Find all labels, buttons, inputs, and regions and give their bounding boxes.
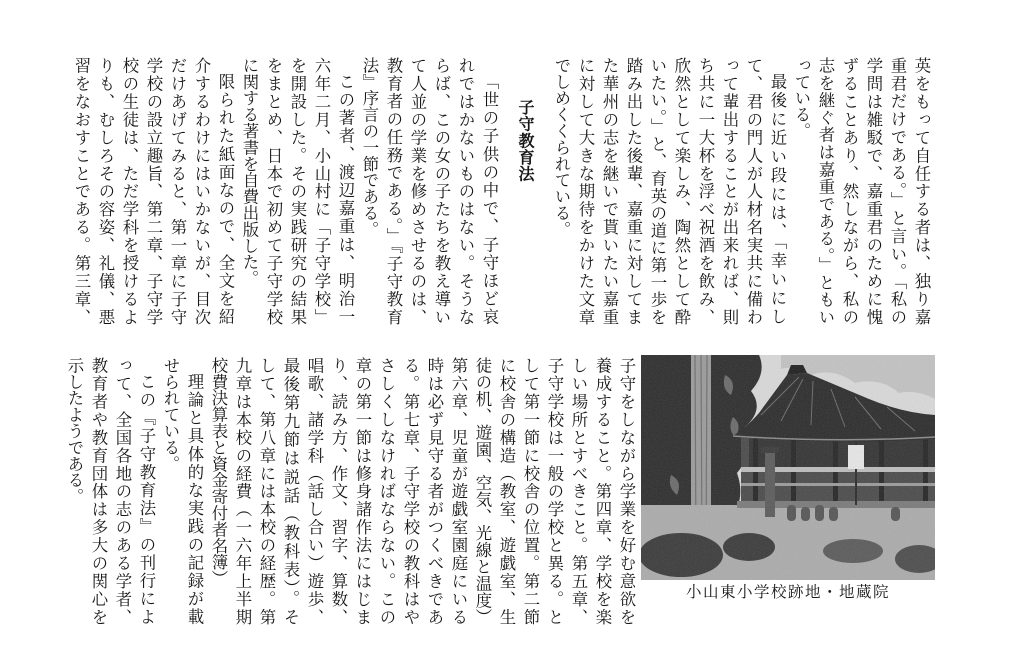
text-column: しい場所とすべきこと。第五章、 — [569, 357, 588, 625]
text-column: 法』序言の一節である。 — [360, 57, 379, 238]
text-column: 養成すること。第四章、学校を楽 — [593, 357, 612, 625]
text-column: 欣然として楽しみ、陶然として酔 — [672, 57, 691, 325]
text-column: 最後に近い段には、「幸いにし — [768, 73, 787, 325]
text-column: 志を継ぐ者は嘉重である。」ともい — [816, 57, 835, 325]
text-column: た華州の志を継いで貰いたい嘉重 — [600, 57, 619, 325]
text-column: でしめくくられている。 — [552, 57, 571, 238]
text-column: さしくしなければならない。この — [377, 357, 396, 625]
text-column: 教育者の任務である。」『子守教育 — [384, 57, 403, 325]
text-column: いたい。」と、育英の道に第一歩を — [648, 57, 667, 325]
text-column: 限られた紙面なので、全文を紹 — [216, 73, 235, 325]
text-column: 九章は本校の経費（一六年上半期 — [233, 357, 252, 625]
text-column: 英をもって自任する者は、独り嘉 — [912, 57, 931, 325]
text-column: 徒の机、遊園、空気、光線と温度） — [473, 357, 492, 625]
temple-photo — [641, 355, 935, 580]
photo-grain — [641, 355, 935, 580]
text-column: て人並の学業を修めさせるのは、 — [408, 57, 427, 325]
text-column: 最後第九節は説話（教科表）。そ — [281, 357, 300, 625]
text-column: して、第八章には本校の経歴。第 — [257, 357, 276, 625]
text-column: っている。 — [792, 57, 811, 139]
text-column: りも、むしろその容姿、礼儀、悪 — [96, 57, 115, 325]
text-column: 唱歌、諸学科（話し合い）遊歩、 — [305, 357, 324, 625]
text-column: をまとめ、日本で初めて子守学校 — [264, 57, 283, 325]
upper-text-block — [69, 57, 933, 325]
lower-text-block — [62, 357, 638, 625]
text-column: ち共に一大杯を浮べ祝酒を飲み、 — [696, 57, 715, 325]
text-column: 章の第一節は修身諸作法にはじま — [353, 357, 372, 625]
text-column: て、君の門人が人材名実共に備わ — [744, 57, 763, 325]
text-column: 理論と具体的な実践の記録が載 — [185, 373, 204, 625]
text-column: この『子守教育法』の刊行によ — [137, 373, 156, 625]
text-column: だけあげてみると、第一章に子守 — [168, 57, 187, 325]
text-column: れではかないものはない。そうな — [456, 57, 475, 325]
text-column: 子守学校は一般の学校と異る。と — [545, 357, 564, 625]
text-column: って輩出することが出来れば、則 — [720, 57, 739, 325]
text-column: 介するわけにはいかないが、目次 — [192, 57, 211, 325]
text-column: らば、この女の子たちを教え導い — [432, 57, 451, 325]
text-column: ずることあり、然しながら、私の — [840, 57, 859, 325]
text-column: 踏み出した後輩、嘉重に対してま — [624, 57, 643, 325]
text-column: 時は必ず見守る者がつくべきであ — [425, 357, 444, 625]
text-column: 子守をしながら学業を好む意欲を — [617, 357, 636, 625]
text-column: る。第七章、子守学校の教科はや — [401, 357, 420, 625]
section-heading: 子守教育法 — [516, 98, 535, 182]
text-column: 学校の設立趣旨、第二章、子守学 — [144, 57, 163, 325]
text-column: この著者、渡辺嘉重は、明治一 — [336, 73, 355, 325]
text-column: 教育者や教育団体は多大の関心を — [89, 357, 108, 625]
text-column: 「世の子供の中で、子守ほど哀 — [480, 73, 499, 325]
text-column: に関する著書を自費出版した。 — [240, 57, 259, 287]
text-column: 校費決算表と資金寄付者名簿） — [209, 357, 228, 587]
text-column: り、読み方、作文、習字、算数、 — [329, 357, 348, 625]
text-column: して第一節に校舎の位置。第二節 — [521, 357, 540, 625]
text-column: せられている。 — [161, 357, 180, 472]
text-column: 示したようである。 — [65, 357, 84, 505]
text-column: に校舎の構造（教室、遊戯室、生 — [497, 357, 516, 625]
text-column: を開設した。その実践研究の結果 — [288, 57, 307, 325]
text-column: って、全国各地の志のある学者、 — [113, 357, 132, 625]
text-column: 重君だけである。」と言い。「私の — [888, 57, 907, 325]
text-column: 学問は雑駁で、嘉重君のために愧 — [864, 57, 883, 325]
photo-caption: 小山東小学校跡地・地蔵院 — [685, 583, 890, 601]
text-column: 第六章、児童が遊戯室園庭にいる — [449, 357, 468, 625]
text-column: 校の生徒は、ただ学科を授けるよ — [120, 57, 139, 325]
text-column: に対して大きな期待をかけた文章 — [576, 57, 595, 325]
text-column: 習をなおすことである。第三章、 — [72, 57, 91, 325]
text-column: 六年二月、小山村に「子守学校」 — [312, 57, 331, 325]
